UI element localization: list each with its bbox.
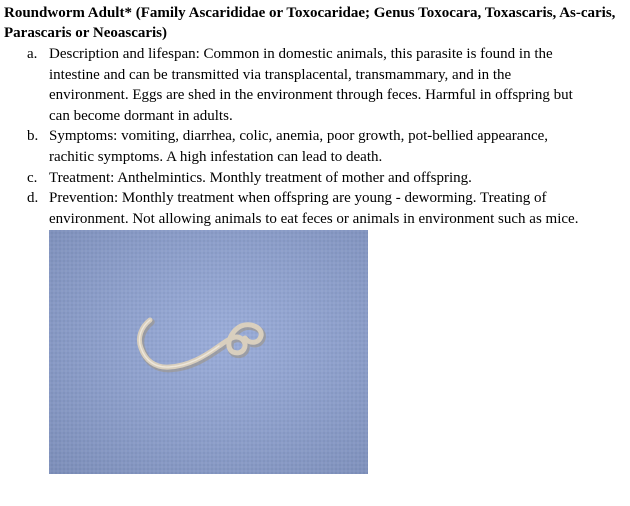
list-marker: c.: [27, 169, 38, 186]
list-marker: d.: [27, 190, 39, 207]
list-item-description: [0, 44, 630, 126]
list-item-symptoms: [0, 126, 630, 167]
list-item-prevention: [0, 188, 630, 229]
list-marker: b.: [27, 128, 39, 145]
list-item-treatment: [0, 168, 630, 189]
page-heading: Roundworm Adult* (Family Ascarididae or Toxocaridae; Genus Toxocara, Toxascaris, As-caris, Parascaris or Neoascaris): [4, 5, 616, 41]
list-marker: a.: [27, 46, 38, 62]
info-list: [0, 44, 630, 229]
list-item-text: Treatment: Anthelmintics. Monthly treatment of mother and offspring.: [49, 169, 472, 186]
roundworm-photo: [49, 230, 368, 474]
roundworm-photo-illustration: [49, 230, 368, 474]
list-item-text: Description and lifespan: Common in domestic animals, this parasite is found in the intestine and can be transmitted via transplacental, transmammary, and in the environment. Eggs are shed in the environment through feces. Harmful in offspring but can become dormant in adults.: [49, 46, 573, 124]
list-item-text: Symptoms: vomiting, diarrhea, colic, anemia, poor growth, pot-bellied appearance, rachitic symptoms. A high infestation can lead to death.: [49, 128, 549, 165]
list-item-text: Prevention: Monthly treatment when offspring are young - deworming. Treating of environment. Not allowing animals to eat feces or animals in environment such as mice.: [49, 190, 579, 227]
